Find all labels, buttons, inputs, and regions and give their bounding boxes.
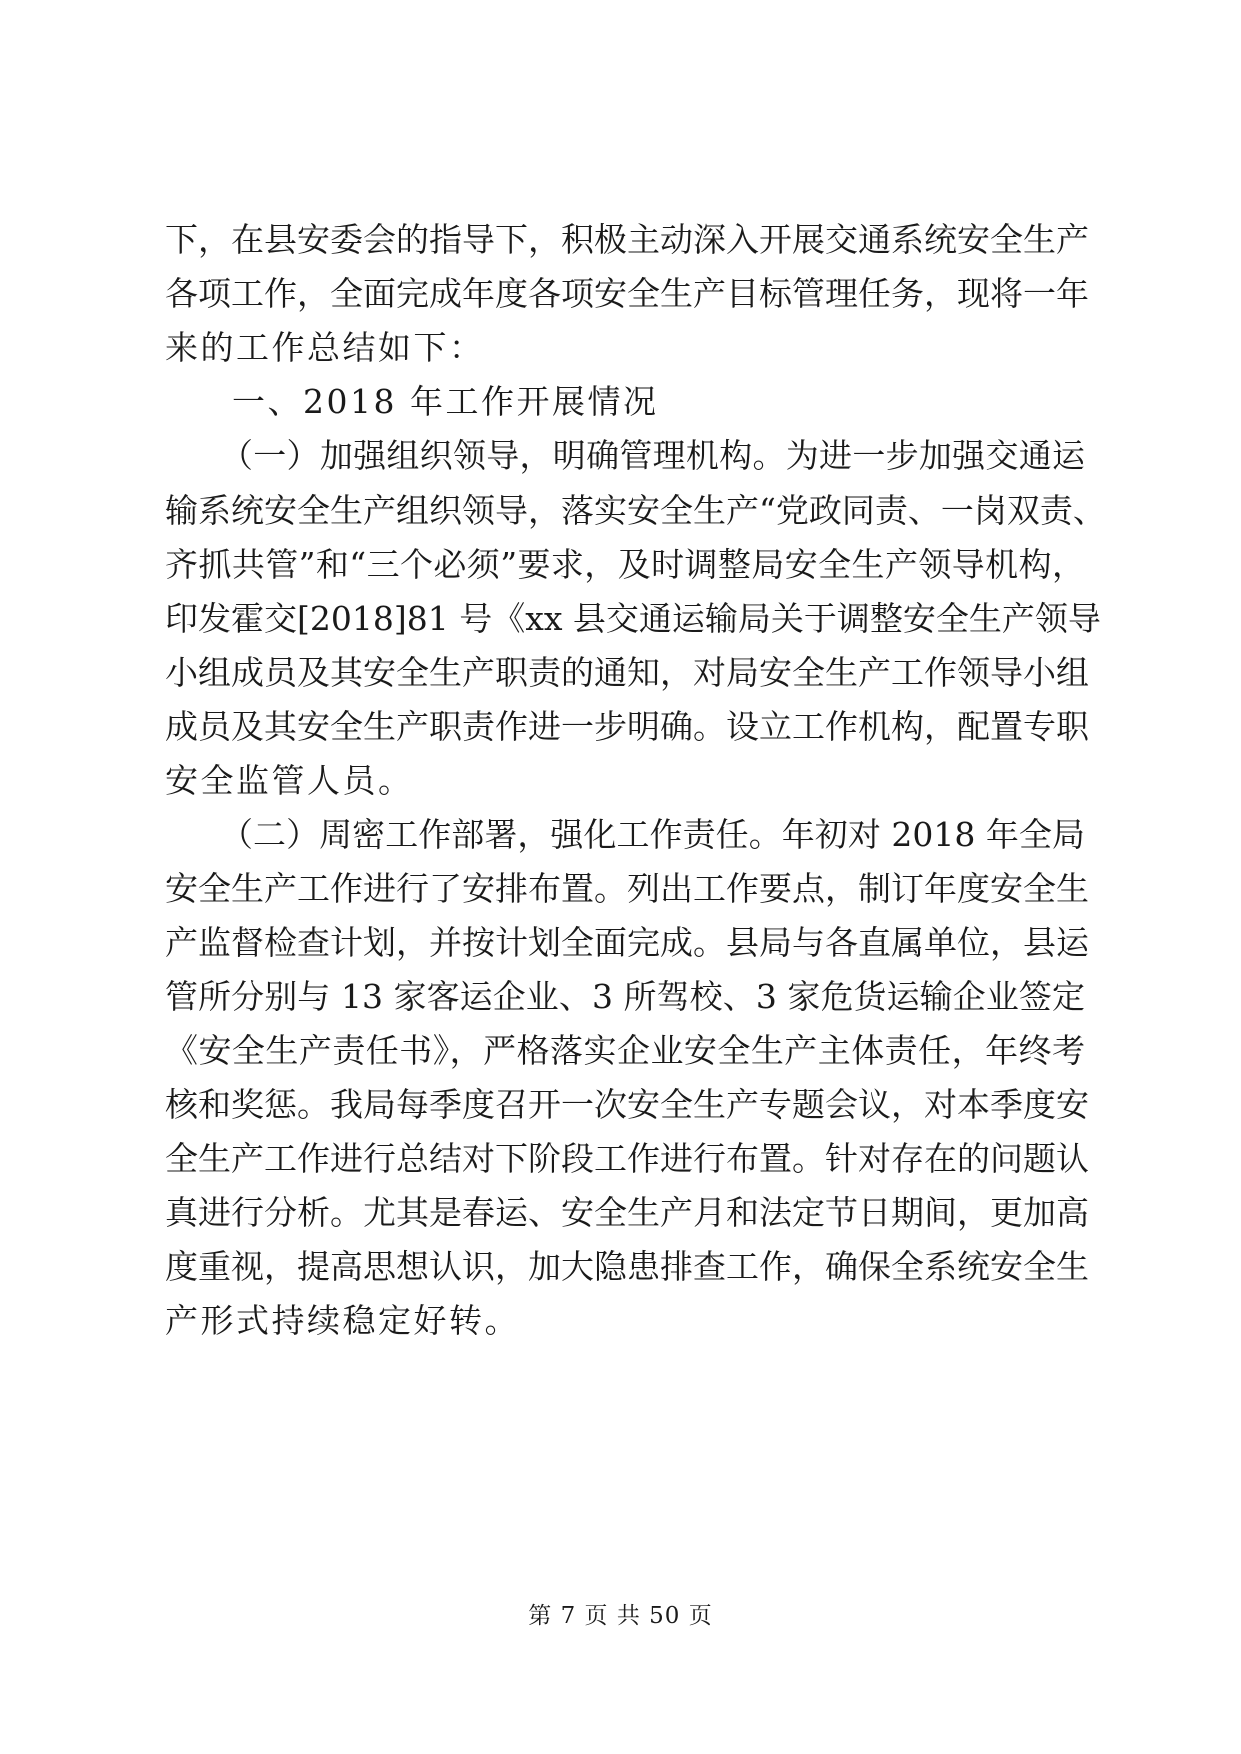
body-line: （二）周密工作部署，强化工作责任。年初对 2018 年全局	[220, 815, 1085, 854]
body-line: 输系统安全生产组织领导，落实安全生产“党政同责、一岗双责、	[165, 491, 1106, 530]
body-line: 真进行分析。尤其是春运、安全生产月和法定节日期间，更加高	[165, 1193, 1089, 1232]
body-line: 齐抓共管”和“三个必须”要求，及时调整局安全生产领导机构，	[165, 545, 1085, 584]
body-line: 核和奖惩。我局每季度召开一次安全生产专题会议，对本季度安	[165, 1085, 1089, 1124]
body-line: 产形式持续稳定好转。	[165, 1301, 520, 1340]
body-line: 各项工作，全面完成年度各项安全生产目标管理任务，现将一年	[165, 274, 1089, 313]
body-line: 下，在县安委会的指导下，积极主动深入开展交通系统安全生产	[165, 220, 1089, 259]
body-line: 产监督检查计划，并按计划全面完成。县局与各直属单位，县运	[165, 923, 1089, 962]
body-line: 管所分别与 13 家客运企业、3 所驾校、3 家危货运输企业签定	[165, 977, 1085, 1016]
body-line: （一）加强组织领导，明确管理机构。为进一步加强交通运	[220, 436, 1085, 475]
body-line: 《安全生产责任书》，严格落实企业安全生产主体责任，年终考	[165, 1031, 1085, 1070]
body-line: 度重视，提高思想认识，加大隐患排查工作，确保全系统安全生	[165, 1247, 1089, 1286]
body-line: 安全监管人员。	[165, 761, 414, 800]
body-line: 小组成员及其安全生产职责的通知，对局安全生产工作领导小组	[165, 653, 1089, 692]
body-line: 印发霍交[2018]81 号《xx 县交通运输局关于调整安全生产领导	[165, 599, 1101, 638]
body-line: 安全生产工作进行了安排布置。列出工作要点，制订年度安全生	[165, 869, 1089, 908]
section-heading: 一、2018 年工作开展情况	[232, 382, 659, 421]
page-footer: 第 7 页 共 50 页	[528, 1603, 713, 1629]
body-line: 成员及其安全生产职责作进一步明确。设立工作机构，配置专职	[165, 707, 1089, 746]
body-line: 全生产工作进行总结对下阶段工作进行布置。针对存在的问题认	[165, 1139, 1089, 1178]
body-line: 来的工作总结如下：	[165, 328, 485, 367]
